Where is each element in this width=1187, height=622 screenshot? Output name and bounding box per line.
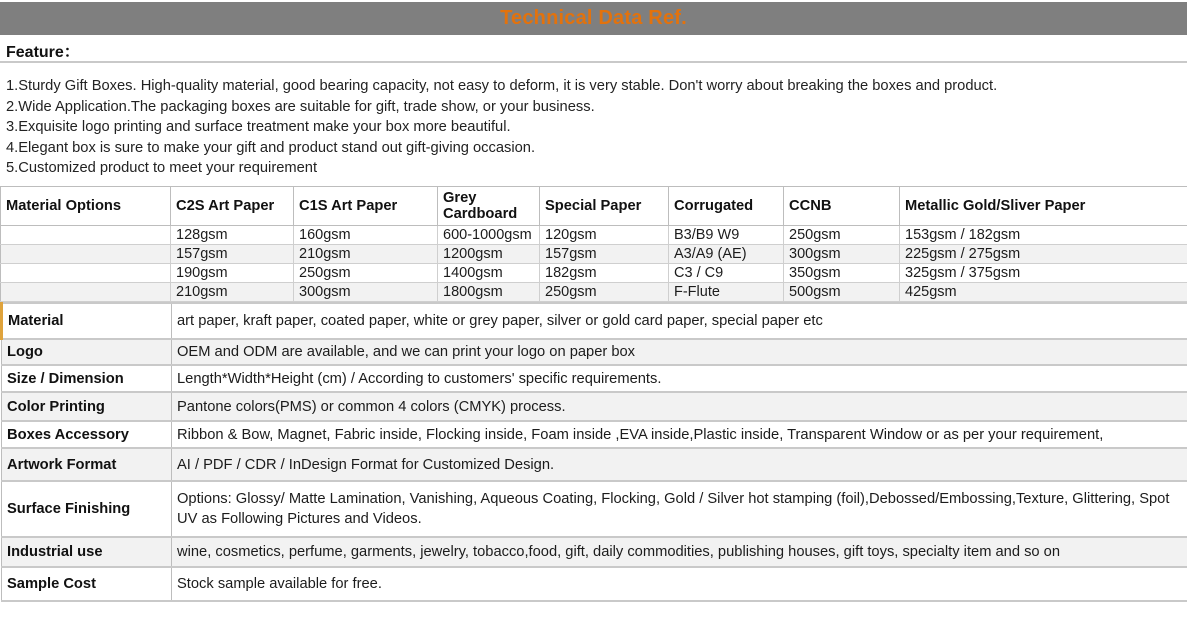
table-cell: 1200gsm [438,245,540,264]
specs-table [0,302,1187,602]
table-cell: 500gsm [784,283,900,302]
spec-value: Length*Width*Height (cm) / According to customers' specific requirements. [172,365,1187,392]
table-cell: 325gsm / 375gsm [900,264,1187,283]
table-cell: C3 / C9 [669,264,784,283]
table-row [1,264,1187,283]
spec-value: OEM and ODM are available, and we can print your logo on paper box [172,339,1187,365]
table-cell: 120gsm [540,226,669,245]
table-cell: 350gsm [784,264,900,283]
table-row [1,283,1187,302]
spec-value: wine, cosmetics, perfume, garments, jewelry, tobacco,food, gift, daily commodities, publishing houses, gift toys, specialty item and so on [172,537,1187,567]
feature-item: 3.Exquisite logo printing and surface treatment make your box more beautiful. [6,117,1177,138]
table-row [2,421,1187,448]
table-row [2,481,1187,537]
table-cell: B3/B9 W9 [669,226,784,245]
spec-label: Size / Dimension [2,365,172,392]
table-cell: 157gsm [171,245,294,264]
feature-list [0,63,1187,186]
table-cell: 157gsm [540,245,669,264]
table-cell [1,283,171,302]
spec-label: Industrial use [2,537,172,567]
column-header: C1S Art Paper [294,187,438,226]
spec-label: Artwork Format [2,448,172,481]
column-header: CCNB [784,187,900,226]
table-cell: 300gsm [294,283,438,302]
feature-heading: Feature： [0,35,1187,63]
spec-value: Stock sample available for free. [172,567,1187,601]
table-row [2,392,1187,421]
spec-label: Surface Finishing [2,481,172,537]
spec-label: Color Printing [2,392,172,421]
table-row [2,537,1187,567]
feature-item: 4.Elegant box is sure to make your gift and product stand out gift-giving occasion. [6,138,1177,159]
table-cell: 250gsm [294,264,438,283]
table-row [2,339,1187,365]
table-cell: 600-1000gsm [438,226,540,245]
table-cell [1,245,171,264]
spec-label: Logo [2,339,172,365]
table-cell: 1800gsm [438,283,540,302]
materials-header-row [1,187,1187,226]
table-row [2,448,1187,481]
table-row [2,567,1187,601]
table-row [2,365,1187,392]
column-header: Grey Cardboard [438,187,540,226]
feature-item: 1.Sturdy Gift Boxes. High-quality material, good bearing capacity, not easy to deform, it is very stable. Don't worry about breaking the boxes and product. [6,76,1177,97]
column-header: C2S Art Paper [171,187,294,226]
table-row [1,245,1187,264]
table-cell: 153gsm / 182gsm [900,226,1187,245]
table-cell: F-Flute [669,283,784,302]
table-cell: 250gsm [540,283,669,302]
table-cell: 250gsm [784,226,900,245]
table-cell: 225gsm / 275gsm [900,245,1187,264]
table-cell: 160gsm [294,226,438,245]
table-row [2,303,1187,339]
column-header: Corrugated [669,187,784,226]
column-header: Metallic Gold/Sliver Paper [900,187,1187,226]
materials-table [0,186,1187,302]
spec-value: AI / PDF / CDR / InDesign Format for Customized Design. [172,448,1187,481]
spec-value: Ribbon & Bow, Magnet, Fabric inside, Flocking inside, Foam inside ,EVA inside,Plastic inside, Transparent Window or as per your requirement, [172,421,1187,448]
spec-label: Sample Cost [2,567,172,601]
table-cell [1,226,171,245]
title-bar [0,2,1187,35]
feature-item: 5.Customized product to meet your requirement [6,158,1177,179]
spec-value: Options: Glossy/ Matte Lamination, Vanishing, Aqueous Coating, Flocking, Gold / Silver hot stamping (foil),Debossed/Embossing,Texture, Glittering, Spot UV as Following Pictures and Videos. [172,481,1187,537]
table-cell: 128gsm [171,226,294,245]
table-cell: 182gsm [540,264,669,283]
spec-label: Material [2,303,172,339]
spec-value: art paper, kraft paper, coated paper, white or grey paper, silver or gold card paper, special paper etc [172,303,1187,339]
feature-item: 2.Wide Application.The packaging boxes are suitable for gift, trade show, or your business. [6,97,1177,118]
spec-value: Pantone colors(PMS) or common 4 colors (CMYK) process. [172,392,1187,421]
page-title: Technical Data Ref. [500,7,687,29]
table-cell: 1400gsm [438,264,540,283]
column-header: Special Paper [540,187,669,226]
table-cell: 210gsm [294,245,438,264]
spec-label: Boxes Accessory [2,421,172,448]
table-cell: 425gsm [900,283,1187,302]
table-cell: 300gsm [784,245,900,264]
table-cell: 210gsm [171,283,294,302]
table-row [1,226,1187,245]
column-header: Material Options [1,187,171,226]
table-cell: A3/A9 (AE) [669,245,784,264]
table-cell: 190gsm [171,264,294,283]
table-cell [1,264,171,283]
